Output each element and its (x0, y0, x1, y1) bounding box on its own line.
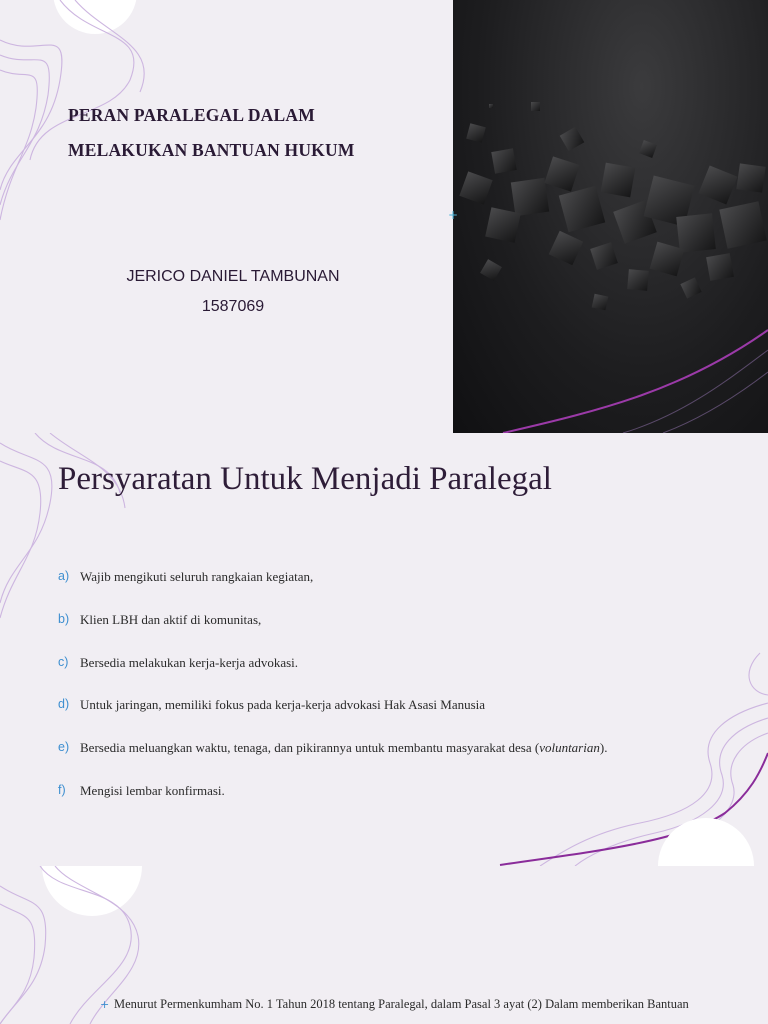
list-text-after: ). (599, 740, 608, 756)
title-line-2: MELAKUKAN BANTUAN HUKUM (68, 140, 355, 160)
cubes-image (453, 0, 768, 433)
footnote-text: Menurut Permenkumham No. 1 Tahun 2018 tentang Paralegal, dalam Pasal 3 ayat (2) Dalam memberikan Bantuan (114, 997, 689, 1011)
list-marker: d) (58, 697, 70, 712)
list-item (58, 612, 738, 655)
list-text: Untuk jaringan, memiliki fokus pada kerja-kerja advokasi Hak Asasi Manusia (80, 697, 486, 713)
plus-icon: + (100, 998, 110, 1011)
author-name: JERICO DANIEL TAMBUNAN (126, 268, 340, 285)
list-text: Wajib mengikuti seluruh rangkaian kegiatan, (80, 569, 314, 584)
title-line-1: PERAN PARALEGAL DALAM (68, 105, 315, 125)
requirements-list (58, 569, 738, 826)
slide-title: Persyaratan Untuk Menjadi Paralegal (58, 461, 552, 497)
list-item (58, 783, 738, 826)
requirements-slide (0, 433, 768, 866)
list-marker: f) (58, 782, 66, 797)
presentation-title (68, 98, 438, 168)
cubes-illustration (453, 0, 768, 433)
list-text: Mengisi lembar konfirmasi. (80, 782, 225, 798)
list-text: Klien LBH dan aktif di komunitas, (80, 611, 262, 627)
legal-basis-slide (0, 866, 768, 1024)
footnote (100, 997, 740, 1012)
list-text (80, 740, 738, 756)
author-block (80, 262, 386, 322)
author-id: 1587069 (201, 298, 265, 315)
list-item (58, 569, 738, 612)
list-item (58, 655, 738, 698)
list-item (58, 740, 738, 783)
decorative-lines (0, 0, 453, 433)
list-marker: b) (58, 611, 70, 626)
list-marker: a) (58, 569, 70, 583)
plus-icon: + (448, 208, 459, 222)
list-text: Bersedia melakukan kerja-kerja advokasi. (80, 654, 299, 670)
title-slide (0, 0, 768, 433)
list-item (58, 697, 738, 740)
list-marker: e) (58, 740, 70, 755)
list-text-before: Bersedia meluangkan waktu, tenaga, dan pikirannya untuk membantu masyarakat desa ( (80, 740, 540, 756)
list-text-italic: voluntarian (539, 740, 600, 756)
list-marker: c) (58, 654, 69, 669)
